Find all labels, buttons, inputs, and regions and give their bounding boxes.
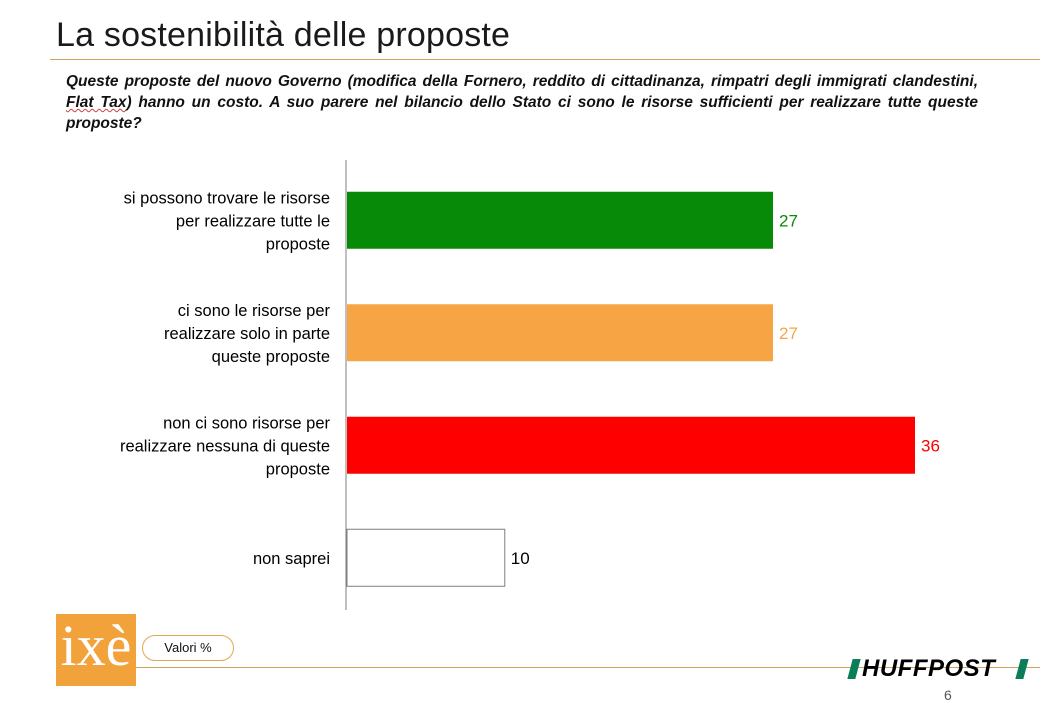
category-label-1-line-2: per realizzare tutte le bbox=[175, 212, 330, 231]
category-label-3-line-2: realizzare nessuna di queste bbox=[119, 437, 330, 456]
category-label-1-line-3: proposte bbox=[265, 235, 330, 254]
category-label-2-line-1: ci sono le risorse per bbox=[177, 301, 330, 320]
category-label-1-line-1: si possono trovare le risorse bbox=[123, 189, 330, 208]
huffpost-logo bbox=[848, 656, 1028, 682]
category-label-4-line-1: non saprei bbox=[252, 549, 330, 568]
category-label-3-line-1: non ci sono risorse per bbox=[163, 414, 330, 433]
huffpost-right-bar-icon bbox=[1015, 659, 1028, 679]
values-unit-badge: Valori % bbox=[142, 635, 234, 661]
ixe-logo-text: ixè bbox=[60, 613, 132, 678]
value-label-3: 36 bbox=[921, 436, 940, 456]
question-text-part1: Queste proposte del nuovo Governo (modifica della Fornero, reddito di cittadinanza, rimpatri degli immigrati clandestini, bbox=[66, 73, 978, 90]
value-label-1: 27 bbox=[779, 211, 798, 231]
bar-4 bbox=[347, 529, 505, 586]
question-flat-tax: Flat Tax bbox=[66, 94, 127, 111]
bar-1 bbox=[347, 192, 773, 249]
bar-2 bbox=[347, 304, 773, 361]
category-label-2-line-2: realizzare solo in parte bbox=[164, 324, 330, 343]
page-title: La sostenibilità delle proposte bbox=[56, 16, 511, 54]
page-number: 6 bbox=[944, 687, 952, 703]
value-label-2: 27 bbox=[779, 323, 798, 343]
bar-3 bbox=[347, 417, 915, 474]
huffpost-logo-text: HUFFPOST bbox=[862, 655, 996, 682]
value-label-4: 10 bbox=[510, 548, 530, 568]
question-text-part2: ) hanno un costo. A suo parere nel bilancio dello Stato ci sono le risorse sufficienti per realizzare tutte queste proposte? bbox=[66, 94, 978, 132]
ixe-logo bbox=[56, 614, 136, 686]
category-label-3-line-3: proposte bbox=[265, 460, 330, 479]
huffpost-left-bar-icon bbox=[847, 659, 860, 679]
category-label-2-line-3: queste proposte bbox=[211, 347, 330, 366]
